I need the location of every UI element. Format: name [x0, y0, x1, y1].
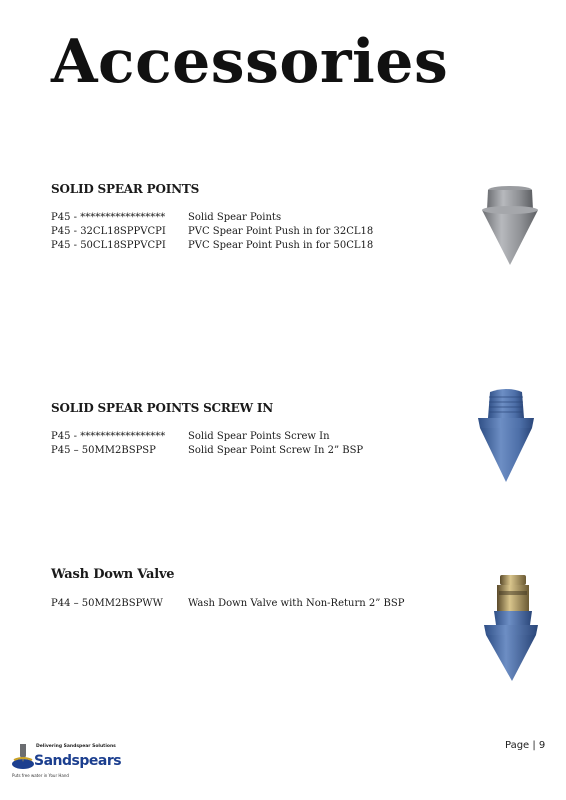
item-description: Solid Spear Points [188, 212, 282, 223]
wash-down-valve-image [478, 573, 540, 683]
spear-hand-logo-icon [10, 742, 36, 772]
item-description: Solid Spear Points Screw In [188, 431, 330, 442]
section-heading: SOLID SPEAR POINTS SCREW IN [51, 401, 274, 415]
section-heading: Wash Down Valve [51, 567, 175, 582]
logo-tagline: Delivering Sandspear Solutions [36, 744, 116, 749]
list-item [51, 239, 451, 253]
blue-screw-in-spear-image [472, 388, 540, 484]
item-code: P45 - 50CL18SPPVCPI [51, 240, 166, 251]
list-item [51, 444, 451, 458]
list-item [51, 225, 451, 239]
item-code: P45 - 32CL18SPPVCPI [51, 226, 166, 237]
section-wash-down-valve [51, 567, 451, 611]
logo-slogan: Puts free water in Your Hand [12, 773, 69, 778]
grey-spear-point-image [478, 185, 542, 267]
logo-brand: Sandspears [34, 753, 122, 769]
page-title: Accessories [51, 27, 449, 97]
item-description: Solid Spear Point Screw In 2” BSP [188, 445, 364, 456]
list-item [51, 211, 451, 225]
sandspears-logo [10, 742, 130, 782]
item-description: Wash Down Valve with Non-Return 2” BSP [188, 598, 405, 609]
section-solid-spear-points-screw-in [51, 400, 451, 458]
list-item [51, 597, 451, 611]
item-code: P45 - ***************** [51, 431, 166, 442]
section-heading: SOLID SPEAR POINTS [51, 182, 200, 196]
item-description: PVC Spear Point Push in for 32CL18 [188, 226, 374, 237]
page-number: Page | 9 [505, 740, 546, 751]
item-code: P45 - ***************** [51, 212, 166, 223]
section-solid-spear-points [51, 181, 451, 253]
list-item [51, 430, 451, 444]
item-description: PVC Spear Point Push in for 50CL18 [188, 240, 374, 251]
item-code: P45 – 50MM2BSPSP [51, 445, 156, 456]
item-code: P44 – 50MM2BSPWW [51, 598, 163, 609]
